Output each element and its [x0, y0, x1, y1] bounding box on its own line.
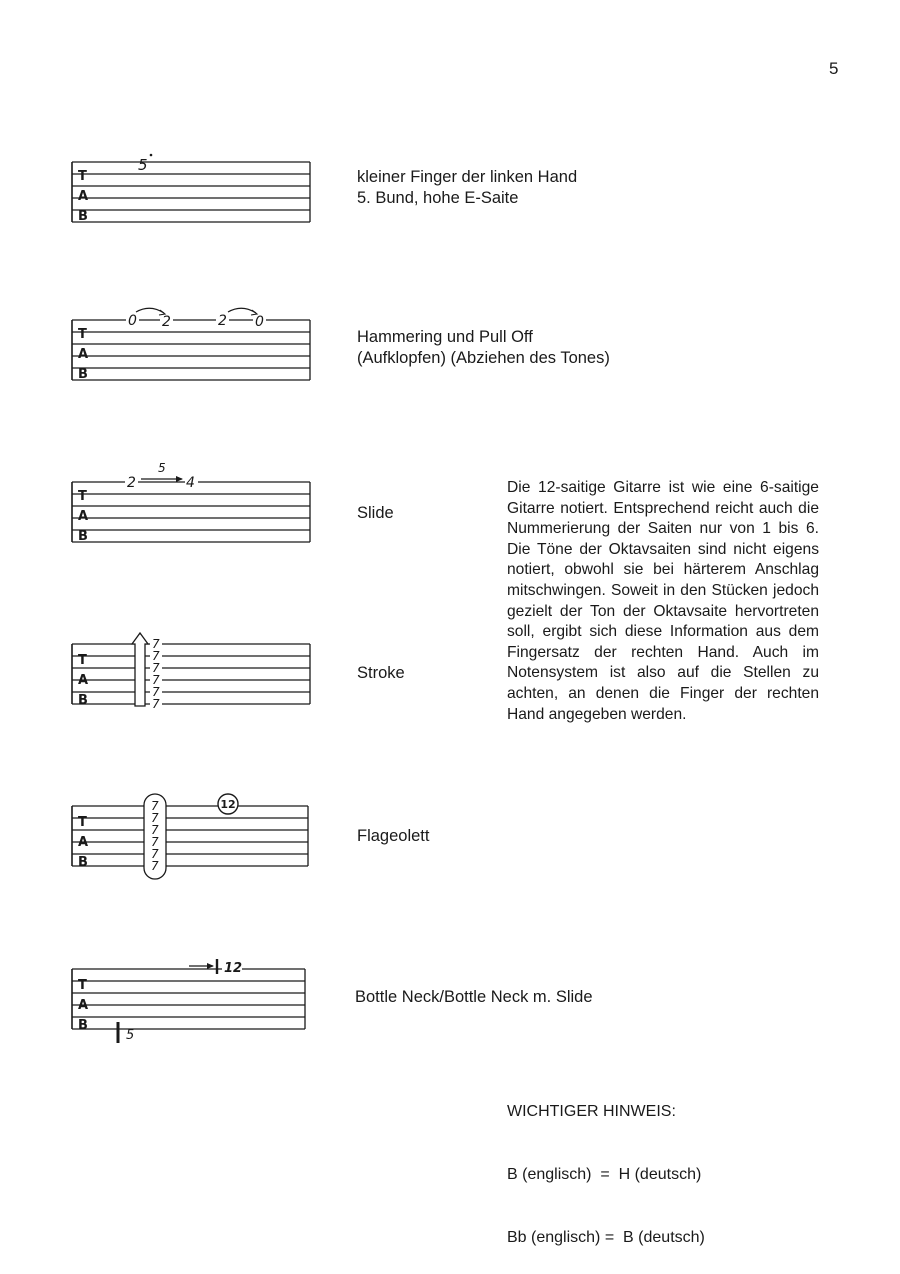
tab-letter-b: B — [78, 1018, 88, 1033]
tab-staff-hammering — [70, 308, 315, 388]
label-line: (Aufklopfen) (Abziehen des Tones) — [357, 349, 610, 367]
note-line: Bb (englisch) = B (deutsch) — [507, 1229, 705, 1246]
tab-letter-a: A — [78, 347, 89, 362]
hammer-on-arc — [136, 308, 164, 313]
tab-staff-flageolett-svg — [70, 792, 315, 884]
stroke-arrow — [132, 633, 148, 706]
tab-letter-a: A — [78, 509, 89, 524]
fret-mark: 7 — [152, 637, 160, 651]
tab-staff-stroke-svg — [70, 630, 315, 715]
staccato-dot — [150, 154, 153, 157]
tab-staff-slide — [70, 461, 315, 550]
tab-letter-t: T — [78, 815, 87, 830]
tab-letter-t: T — [78, 653, 87, 668]
tab-staff-stroke — [70, 630, 315, 715]
tab-letter-b: B — [78, 209, 88, 224]
label-line: 5. Bund, hohe E-Saite — [357, 189, 519, 207]
tab-letter-b: B — [78, 367, 88, 382]
tab-staff-little-finger — [70, 150, 315, 230]
label-slide: Slide — [357, 504, 394, 522]
pull-off-arc — [228, 308, 256, 313]
tab-letter-t: T — [78, 169, 87, 184]
fret-mark: 7 — [151, 811, 159, 825]
fret-mark: 7 — [152, 697, 160, 711]
fret-mark: 12 — [224, 961, 243, 976]
label-hammering — [357, 327, 610, 369]
tab-letter-a: A — [78, 998, 89, 1013]
page-number: 5 — [829, 59, 839, 78]
tab-staff-bottle-neck-svg — [70, 955, 315, 1050]
tab-staff-hammering-svg — [70, 308, 315, 388]
tab-letter-a: A — [78, 835, 89, 850]
fret-mark: 7 — [152, 661, 160, 675]
tab-letter-t: T — [78, 978, 87, 993]
fret-mark: 5 — [138, 156, 148, 174]
fret-mark: 0 — [255, 314, 264, 330]
fret-mark: 2 — [127, 475, 136, 491]
fret-mark-passing: 5 — [158, 461, 166, 475]
fret-mark: 2 — [162, 314, 171, 330]
fret-mark: 7 — [151, 835, 159, 849]
fret-mark: 5 — [126, 1028, 135, 1043]
note-line: B (englisch) = H (deutsch) — [507, 1166, 702, 1183]
tab-staff-bottle-neck — [70, 955, 315, 1050]
tab-letter-b: B — [78, 855, 88, 870]
fret-mark: 7 — [152, 685, 160, 699]
tab-letter-t: T — [78, 327, 87, 342]
tab-letter-b: B — [78, 693, 88, 708]
tab-staff-flageolett — [70, 792, 315, 884]
note-heading: WICHTIGER HINWEIS: — [507, 1103, 676, 1120]
tab-letter-t: T — [78, 489, 87, 504]
fret-mark: 7 — [151, 847, 159, 861]
fret-mark: 2 — [218, 313, 227, 329]
fret-mark: 7 — [151, 823, 159, 837]
label-little-finger — [357, 167, 577, 209]
fret-mark: 7 — [152, 673, 160, 687]
fret-mark: 4 — [186, 475, 195, 491]
label-line: kleiner Finger der linken Hand — [357, 168, 578, 186]
fret-mark: 7 — [152, 649, 160, 663]
fret-mark: 7 — [151, 859, 159, 873]
tab-staff-slide-svg — [70, 461, 315, 550]
tab-letter-b: B — [78, 529, 88, 544]
fret-mark: 7 — [151, 799, 159, 813]
label-flageolett: Flageolett — [357, 827, 430, 845]
fret-mark: 0 — [128, 313, 137, 329]
twelve-string-paragraph: Die 12-saitige Gitarre ist wie eine 6-saitige Gitarre notiert. Entsprechend reicht auch die Nummerierung der Saiten nur von 1 bis 6. Die Töne der Oktavsaiten sind nicht eigens notiert, obwohl sie bei härterem Anschlag mitschwingen. Soweit in den Stücken jedoch gezielt der Ton der Oktavsaite hervortreten soll, ergibt sich diese Information aus dem Fingersatz der rechten Hand. Auch im Notensystem ist also auf die Stellen zu achten, an denen die Finger der rechten Hand angegeben werden. — [507, 479, 819, 723]
tab-letter-a: A — [78, 673, 89, 688]
tab-letter-a: A — [78, 189, 89, 204]
label-line: Hammering und Pull Off — [357, 328, 533, 346]
label-bottle-neck: Bottle Neck/Bottle Neck m. Slide — [355, 988, 593, 1006]
important-note — [507, 1059, 705, 1269]
label-stroke: Stroke — [357, 664, 405, 682]
fret-mark-harmonic: 12 — [220, 798, 236, 811]
tab-staff-little-finger-svg — [70, 150, 315, 230]
